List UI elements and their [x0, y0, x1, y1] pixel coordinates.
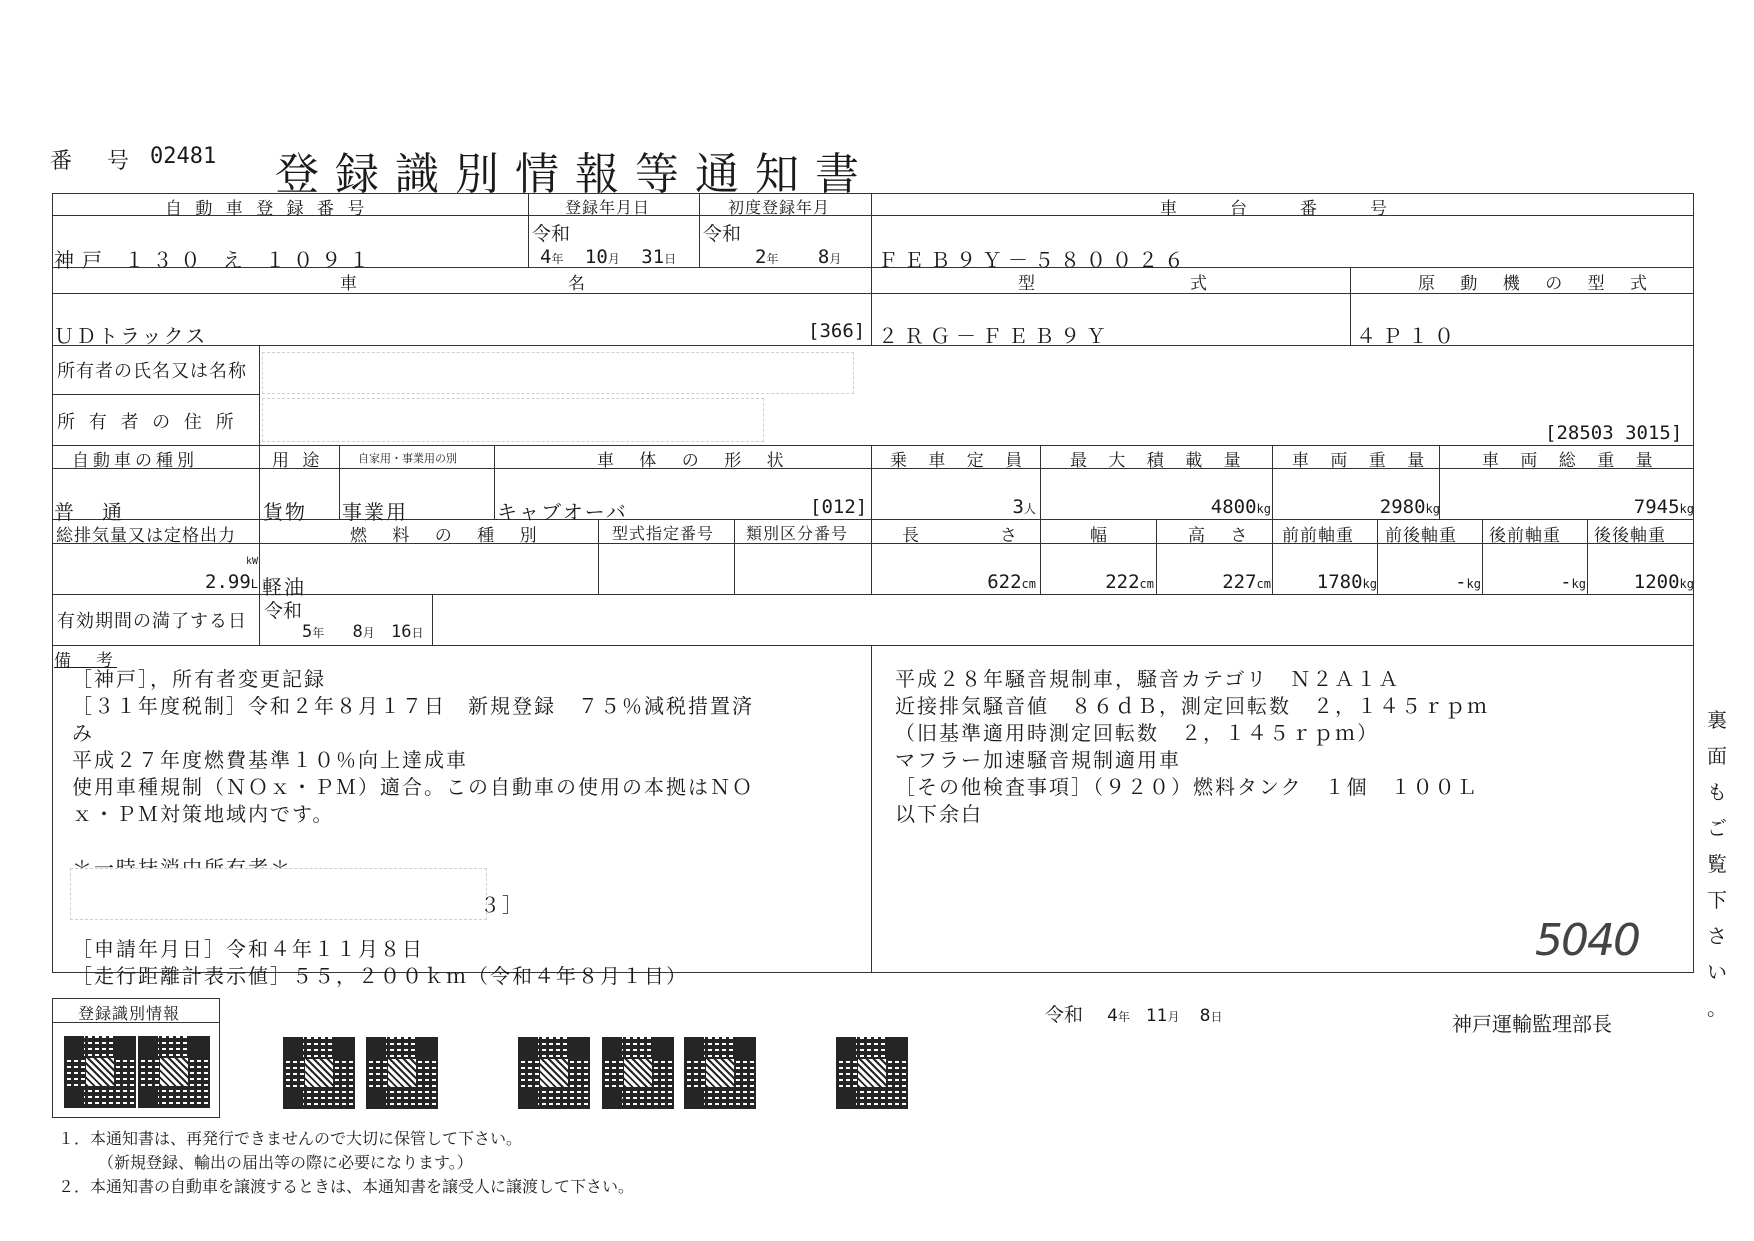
front-rear-axle: -kg	[1455, 571, 1481, 593]
remarks-line: （旧基準適用時測定回転数 ２，１４５ｒｐｍ）	[895, 721, 1379, 745]
remarks-line: 平成２７年度燃費基準１０％向上達成車	[72, 748, 468, 772]
use: 貨物	[263, 500, 307, 524]
rear-rear-axle: 1200kg	[1633, 571, 1694, 593]
rear-front-axle: -kg	[1560, 571, 1586, 593]
width-label: 幅	[1090, 526, 1111, 546]
address-redaction	[262, 398, 764, 442]
vehicle-kind-label: 自動車の種別	[72, 451, 198, 471]
vehicle-type: ２ＲＧ－ＦＥＢ９Ｙ	[878, 324, 1112, 348]
vehicle-weight: 2980kg	[1379, 496, 1440, 518]
owner-address-label: 所 有 者 の 住 所	[57, 412, 238, 433]
remarks-line: 平成２８年騒音規制車，騒音カテゴリ Ｎ２Ａ１Ａ	[895, 667, 1401, 691]
remarks-line: ［神戸］，所有者変更記録	[72, 667, 326, 691]
registration-number: 神戸 １３０ え １０９１	[54, 248, 378, 272]
remarks-line: 近接排気騒音値 ８６ｄＢ，測定回転数 ２，１４５ｒｐｍ	[895, 694, 1489, 718]
qr-code-icon	[366, 1037, 438, 1109]
qr-code-icon	[602, 1037, 674, 1109]
qr-code-icon	[283, 1037, 355, 1109]
registration-number-label: 自 動 車 登 録 番 号	[165, 199, 369, 219]
gross-weight-label: 車 両 総 重 量	[1482, 451, 1661, 471]
previous-owner-redaction	[70, 868, 487, 920]
displacement: 2.99L	[205, 571, 258, 593]
footer-note: （新規登録、輸出の届出等の際に必要になります。）	[98, 1153, 473, 1172]
use-label: 用 途	[272, 451, 324, 471]
footer-note: ２．本通知書の自動車を譲渡するときは、本通知書を譲受人に譲渡して下さい。	[58, 1177, 635, 1196]
length-label-2: さ	[1000, 526, 1021, 546]
expiry-label: 有効期間の満了する日	[57, 611, 247, 632]
height: 227cm	[1222, 571, 1271, 593]
footer-note: １．本通知書は、再発行できませんので大切に保管して下さい。	[58, 1129, 523, 1148]
fuel-type: 軽油	[262, 575, 306, 599]
capacity-label: 乗 車 定 員	[890, 451, 1031, 471]
qr-code-icon	[518, 1037, 590, 1109]
redaction-bracket-tail: ３］	[480, 893, 524, 917]
width: 222cm	[1105, 571, 1154, 593]
displacement-label: 総排気量又は定格出力	[56, 526, 236, 546]
gross-weight: 7945kg	[1633, 496, 1694, 518]
private-business-label: 自家用・事業用の別	[358, 452, 457, 465]
type-label-2: 式	[1190, 274, 1211, 294]
registration-month: 10	[584, 246, 608, 268]
remarks-line: 使用車種規制（ＮＯｘ・ＰＭ）適合。この自動車の使用の本拠はＮＯ	[72, 775, 754, 799]
remarks-line: ［３１年度税制］令和２年８月１７日 新規登録 ７５％減税措置済	[72, 694, 754, 718]
remarks-line: 以下余白	[895, 802, 983, 826]
type-label-1: 型	[1018, 274, 1039, 294]
qr-code-icon	[684, 1037, 756, 1109]
rear-rear-axle-label: 後後軸重	[1594, 526, 1666, 546]
vehicle-weight-label: 車 両 重 量	[1292, 451, 1433, 471]
remarks-line: ｘ・ＰＭ対策地域内です。	[72, 802, 335, 826]
rear-front-axle-label: 後前軸重	[1489, 526, 1561, 546]
qr-code-icon	[836, 1037, 908, 1109]
registration-era: 令和	[532, 223, 571, 245]
type-designation-label: 型式指定番号	[612, 524, 715, 543]
capacity: 3人	[1012, 496, 1036, 518]
remarks-line: ［走行距離計表示値］５５，２００ｋｍ（令和４年８月１日）	[72, 964, 688, 988]
expiry-date: 5年 8月 16日	[302, 622, 424, 642]
remarks-label: 備 考	[54, 651, 117, 671]
address-code: [28503 3015]	[1545, 422, 1683, 444]
class-number-label: 類別区分番号	[746, 524, 849, 543]
body-shape-code: [012]	[810, 496, 868, 518]
number-label: 番 号	[50, 149, 143, 174]
document-title: 登録識別情報等通知書	[275, 149, 875, 200]
height-label: 高 さ	[1188, 526, 1258, 546]
length-label-1: 長	[902, 526, 923, 546]
registration-date: 4年 10月 31日	[540, 246, 677, 268]
engine-type: ４Ｐ１０	[1356, 324, 1460, 348]
maker-label-1: 車	[340, 274, 361, 294]
chassis-number: ＦＥＢ９Ｙ－５８００２６	[878, 248, 1190, 272]
remarks-left	[72, 666, 754, 990]
registration-year: 4	[540, 246, 552, 268]
maker-label-2: 名	[568, 274, 589, 294]
expiry-era: 令和	[264, 600, 303, 622]
issue-date: 令和 4年 11月 8日	[1045, 1004, 1223, 1026]
registration-day: 31	[641, 246, 665, 268]
handwritten-number: 5040	[1535, 915, 1639, 966]
max-load: 4800kg	[1210, 496, 1271, 518]
first-registration-era: 令和	[703, 223, 742, 245]
see-reverse-side-note: 裏 面 も ご 覧 下 さ い 。	[1707, 708, 1727, 1020]
qr-code-icon	[64, 1036, 136, 1108]
front-front-axle-label: 前前軸重	[1282, 526, 1354, 546]
owner-redaction	[262, 352, 854, 394]
remarks-line: マフラー加速騒音規制適用車	[895, 748, 1181, 772]
first-registration-month: 8	[817, 246, 830, 268]
issuer: 神戸運輸監理部長	[1452, 1012, 1612, 1036]
first-registration-label: 初度登録年月	[728, 198, 831, 217]
kw-unit: kW	[246, 556, 259, 567]
vehicle-kind: 普 通	[54, 500, 126, 524]
footer-notes	[58, 1127, 634, 1199]
first-registration-year: 2	[755, 246, 767, 268]
qr-code-icon	[138, 1036, 210, 1108]
private-business: 事業用	[342, 500, 408, 524]
length: 622cm	[987, 571, 1036, 593]
fuel-label: 燃 料 の 種 別	[350, 526, 547, 546]
remarks-line: ［その他検査事項］（９２０）燃料タンク １個 １００Ｌ	[895, 775, 1479, 799]
body-shape-label: 車 体 の 形 状	[597, 451, 794, 471]
first-registration-date: 2年 8月	[755, 246, 842, 268]
max-load-label: 最 大 積 載 量	[1070, 451, 1249, 471]
maker-code: [366]	[808, 320, 866, 342]
chassis-number-label: 車 台 番 号	[1160, 199, 1405, 219]
registration-info-label: 登録識別情報	[78, 1004, 181, 1023]
document-number: 02481	[150, 144, 217, 169]
body-shape: キャブオーバ	[497, 500, 628, 524]
engine-type-label: 原 動 機 の 型 式	[1418, 274, 1658, 294]
owner-name-label: 所有者の氏名又は名称	[57, 361, 247, 382]
remarks-line: ［申請年月日］令和４年１１月８日	[72, 937, 424, 961]
remarks-line	[72, 828, 754, 855]
front-rear-axle-label: 前後軸重	[1385, 526, 1457, 546]
registration-date-label: 登録年月日	[565, 198, 651, 217]
remarks-right	[895, 666, 1489, 828]
front-front-axle: 1780kg	[1316, 571, 1377, 593]
remarks-line: み	[72, 721, 94, 745]
maker-name: ＵＤトラックス	[54, 324, 208, 348]
